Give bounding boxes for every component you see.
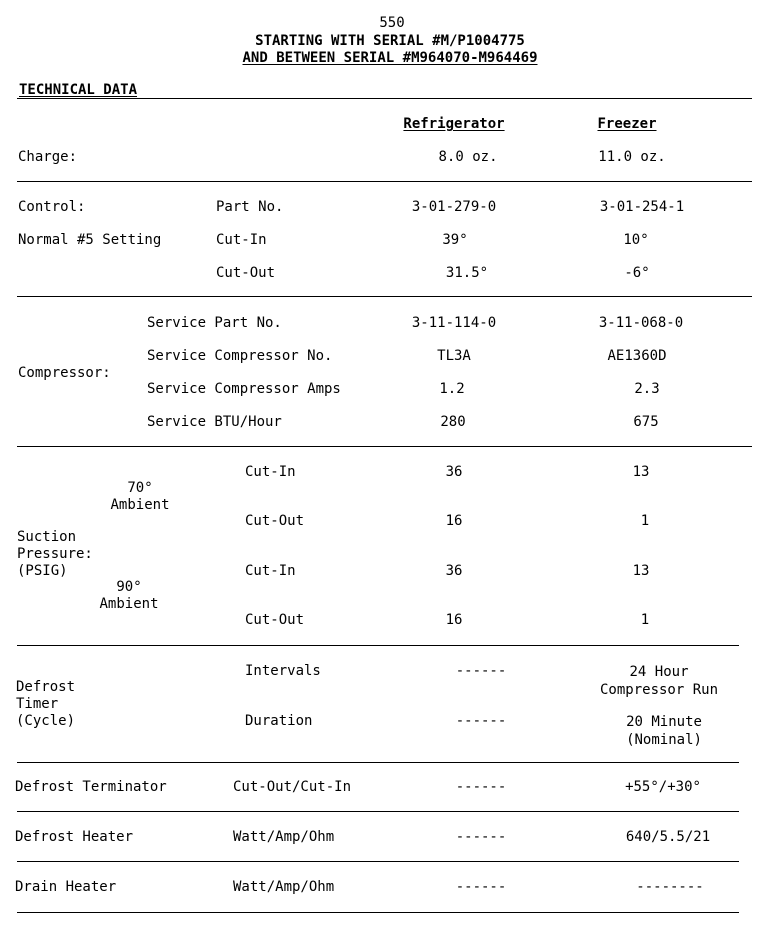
freezer-column-header: Freezer: [597, 116, 657, 132]
compressor-model-refrigerator: TL3A: [437, 348, 471, 364]
model-number: 550: [379, 15, 405, 31]
compressor-btu-freezer: 675: [633, 414, 659, 430]
suction-90-cutout-freezer: 1: [640, 612, 650, 628]
duration-label: Duration: [245, 713, 313, 729]
suction-pressure-label: Pressure:: [17, 546, 93, 562]
compressor-model-freezer: AE1360D: [607, 348, 667, 364]
control-cutout-label: Cut-Out: [216, 265, 276, 281]
duration-refrigerator: ------: [455, 713, 507, 729]
ambient-70-temp: 70°: [127, 480, 153, 496]
compressor-model-label: Service Compressor No.: [147, 348, 333, 364]
suction-90-cutin-label: Cut-In: [245, 563, 296, 579]
charge-label: Charge:: [18, 149, 78, 165]
charge-freezer-value: 11.0 oz.: [598, 149, 666, 165]
compressor-part-freezer: 3-11-068-0: [598, 315, 684, 331]
defrost-terminator-label: Defrost Terminator: [15, 779, 167, 795]
suction-70-cutout-freezer: 1: [640, 513, 650, 529]
serial-between-line: AND BETWEEN SERIAL #M964070-M964469: [242, 50, 538, 66]
intervals-freezer-line1: 24 Hour: [629, 664, 689, 680]
suction-70-cutin-label: Cut-In: [245, 464, 296, 480]
suction-90-cutin-freezer: 13: [632, 563, 650, 579]
divider: [17, 446, 752, 447]
defrost-heater-freezer: 640/5.5/21: [625, 829, 711, 845]
control-cutin-label: Cut-In: [216, 232, 267, 248]
defrost-terminator-param: Cut-Out/Cut-In: [233, 779, 352, 795]
suction-90-cutin-refrigerator: 36: [445, 563, 463, 579]
divider: [17, 762, 739, 763]
control-part-refrigerator: 3-01-279-0: [411, 199, 497, 215]
section-title: TECHNICAL DATA: [19, 82, 138, 98]
charge-refrigerator-value: 8.0 oz.: [438, 149, 498, 165]
control-setting-label: Normal #5 Setting: [18, 232, 162, 248]
suction-70-cutin-freezer: 13: [632, 464, 650, 480]
suction-90-cutout-label: Cut-Out: [245, 612, 305, 628]
intervals-freezer-line2: Compressor Run: [599, 682, 719, 698]
defrost-terminator-refrigerator: ------: [455, 779, 507, 795]
control-part-label: Part No.: [216, 199, 284, 215]
drain-heater-refrigerator: ------: [455, 879, 507, 895]
defrost-timer-label: Defrost: [16, 679, 76, 695]
compressor-part-label: Service Part No.: [147, 315, 282, 331]
ambient-90-label: Ambient: [99, 596, 159, 612]
control-cutout-freezer: -6°: [624, 265, 650, 281]
ambient-70-label: Ambient: [110, 497, 170, 513]
suction-label: Suction: [17, 529, 77, 545]
divider: [17, 811, 739, 812]
compressor-btu-label: Service BTU/Hour: [147, 414, 282, 430]
divider: [17, 296, 752, 297]
compressor-part-refrigerator: 3-11-114-0: [411, 315, 497, 331]
divider: [17, 98, 752, 99]
compressor-label: Compressor:: [18, 365, 111, 381]
compressor-btu-refrigerator: 280: [440, 414, 466, 430]
divider: [17, 861, 739, 862]
control-part-freezer: 3-01-254-1: [599, 199, 685, 215]
intervals-label: Intervals: [245, 663, 321, 679]
defrost-heater-label: Defrost Heater: [15, 829, 134, 845]
intervals-refrigerator: ------: [455, 663, 507, 679]
divider: [17, 645, 739, 646]
defrost-heater-param: Watt/Amp/Ohm: [233, 829, 335, 845]
drain-heater-freezer: --------: [636, 879, 704, 895]
defrost-timer-cycle-label: (Cycle): [16, 713, 76, 729]
defrost-timer-timer-label: Timer: [16, 696, 59, 712]
refrigerator-column-header: Refrigerator: [403, 116, 505, 132]
serial-start-line: STARTING WITH SERIAL #M/P1004775: [255, 33, 525, 49]
compressor-amps-label: Service Compressor Amps: [147, 381, 341, 397]
suction-70-cutout-refrigerator: 16: [445, 513, 463, 529]
control-cutout-refrigerator: 31.5°: [445, 265, 489, 281]
control-cutin-refrigerator: 39°: [442, 232, 468, 248]
suction-90-cutout-refrigerator: 16: [445, 612, 463, 628]
suction-psig-label: (PSIG): [17, 563, 68, 579]
compressor-amps-refrigerator: 1.2: [439, 381, 465, 397]
control-label: Control:: [18, 199, 86, 215]
drain-heater-label: Drain Heater: [15, 879, 117, 895]
ambient-90-temp: 90°: [116, 579, 142, 595]
divider: [17, 912, 739, 913]
suction-70-cutout-label: Cut-Out: [245, 513, 305, 529]
duration-freezer-line2: (Nominal): [626, 732, 702, 748]
duration-freezer-line1: 20 Minute: [626, 714, 702, 730]
defrost-heater-refrigerator: ------: [455, 829, 507, 845]
suction-70-cutin-refrigerator: 36: [445, 464, 463, 480]
compressor-amps-freezer: 2.3: [634, 381, 660, 397]
drain-heater-param: Watt/Amp/Ohm: [233, 879, 335, 895]
control-cutin-freezer: 10°: [623, 232, 649, 248]
divider: [17, 181, 752, 182]
defrost-terminator-freezer: +55°/+30°: [625, 779, 701, 795]
